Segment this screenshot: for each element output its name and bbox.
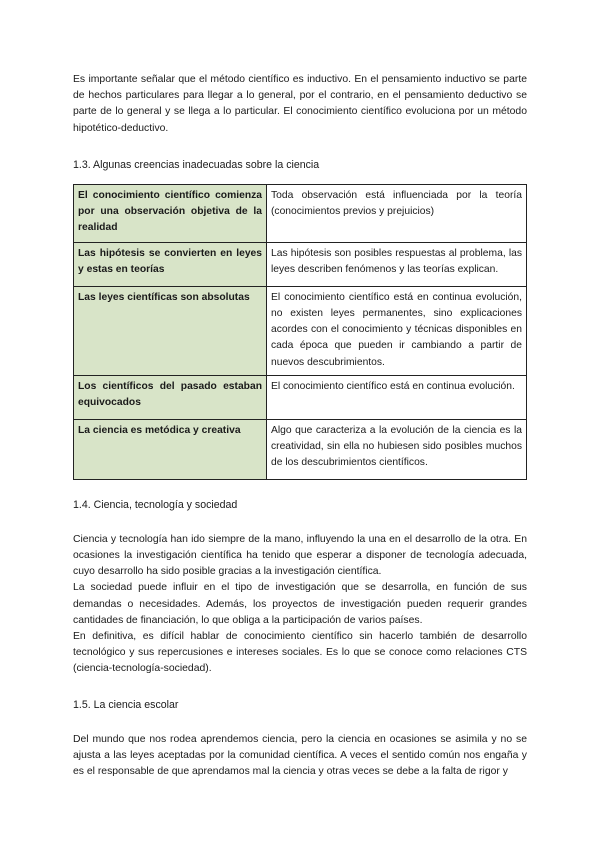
response-cell: El conocimiento científico está en continua evolución, no existen leyes permanentes, sino explicaciones acordes con el conocimiento y técnicas disponibles en cada época que pueden ir cambiando a partir de nuevos descubrimientos. [267, 286, 527, 375]
intro-paragraph: Es importante señalar que el método científico es inductivo. En el pensamiento inductivo se parte de hechos particulares para llegar a lo general, por el contrario, en el pensamiento deductivo se parte de lo general y se llega a lo particular. El conocimiento científico evoluciona por un método hipotético-deductivo. [73, 74, 527, 134]
response-cell: Toda observación está influenciada por la teoría (conocimientos previos y prejuicios) [267, 184, 527, 242]
section-1-3-heading: 1.3. Algunas creencias inadecuadas sobre la ciencia [73, 158, 320, 171]
belief-cell: Las hipótesis se convierten en leyes y estas en teorías [74, 242, 267, 286]
beliefs-table [73, 184, 527, 480]
cts-paragraph-2: La sociedad puede influir en el tipo de investigación que se desarrolla, en función de sus demandas o necesidades. Además, los proyectos de investigación pueden requerir grandes cantidades de financiación, lo que obliga a la participación de varios países. [73, 582, 527, 626]
table-row [74, 419, 527, 479]
section-1-5-heading: 1.5. La ciencia escolar [73, 698, 179, 711]
belief-cell: El conocimiento científico comienza por una observación objetiva de la realidad [74, 184, 267, 242]
school-science-paragraph: Del mundo que nos rodea aprendemos ciencia, pero la ciencia en ocasiones se asimila y no se ajusta a las leyes aceptadas por la comunidad científica. A veces el sentido común nos engaña y es el responsable de que aprendamos mal la ciencia y otras veces se debe a la falta de rigor y [73, 733, 527, 778]
table-row [74, 242, 527, 286]
response-cell: El conocimiento científico está en continua evolución. [267, 375, 527, 419]
belief-cell: Los científicos del pasado estaban equivocados [74, 375, 267, 419]
cts-paragraph-1: Ciencia y tecnología han ido siempre de la mano, influyendo la una en el desarrollo de la otra. En ocasiones la investigación científica ha tenido que esperar a disponer de tecnología adecuada, cuyo desarrollo ha sido posible gracias a la investigación científica. [73, 533, 527, 578]
section-1-4-heading: 1.4. Ciencia, tecnología y sociedad [73, 498, 238, 511]
belief-cell: La ciencia es metódica y creativa [74, 419, 267, 479]
belief-cell: Las leyes científicas son absolutas [74, 286, 267, 375]
table-row [74, 286, 527, 375]
response-cell: Algo que caracteriza a la evolución de la ciencia es la creatividad, sin ella no hubiesen sido posibles muchos de los descubrimientos científicos. [267, 419, 527, 479]
cts-paragraph-3: En definitiva, es difícil hablar de conocimiento científico sin hacerlo también de desarrollo tecnológico y sus repercusiones e intereses sociales. Es lo que se conoce como relaciones CTS (ciencia-tecnología-sociedad). [73, 631, 527, 675]
table-row [74, 375, 527, 419]
table-row [74, 184, 527, 242]
response-cell: Las hipótesis son posibles respuestas al problema, las leyes describen fenómenos y las teorías explican. [267, 242, 527, 286]
document-page [73, 72, 527, 780]
